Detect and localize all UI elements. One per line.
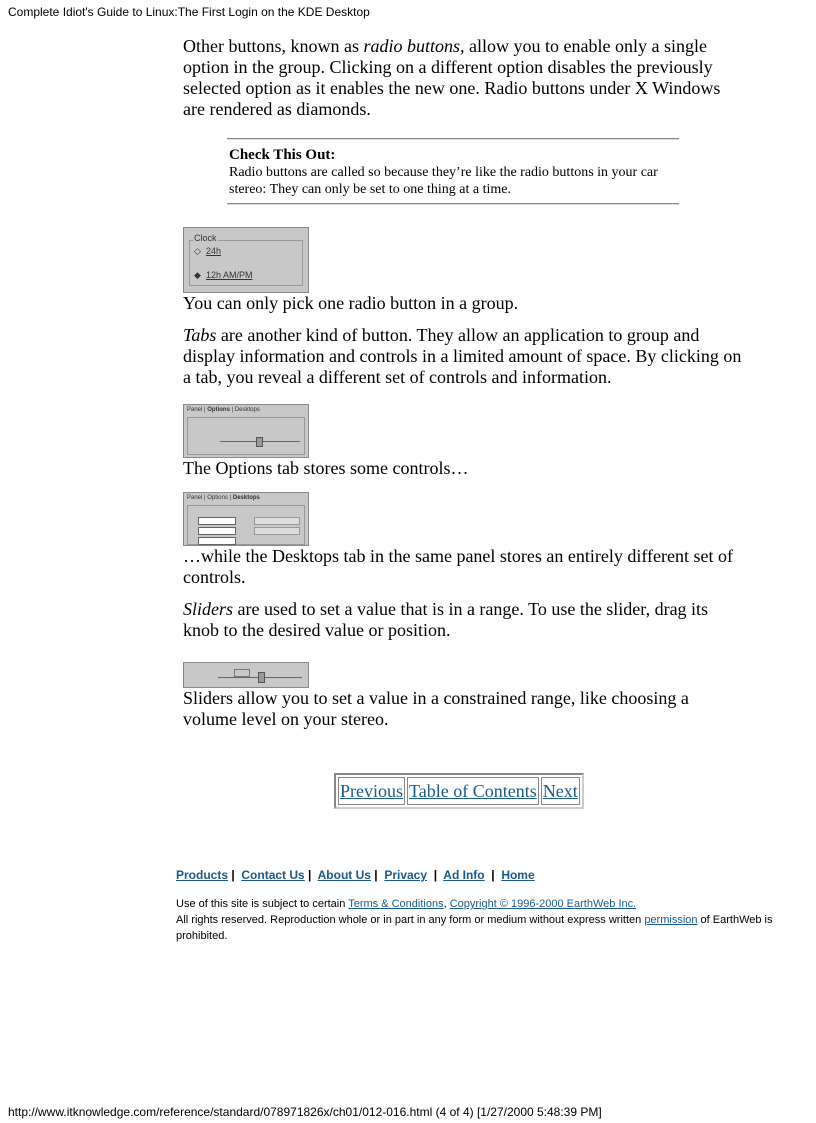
chapter-navigation bbox=[334, 773, 584, 809]
previous-link[interactable]: Previous bbox=[338, 777, 405, 805]
desktop-field-4 bbox=[254, 517, 300, 525]
footer-links: Products | Contact Us | About Us | Privacy | Ad Info | Home bbox=[176, 868, 535, 882]
tabs-term: Tabs bbox=[183, 325, 217, 345]
options-slider-knob bbox=[256, 437, 263, 447]
footer-link-ad-info[interactable]: Ad Info bbox=[443, 868, 485, 882]
desktop-field-5 bbox=[254, 527, 300, 535]
clock-group-label: Clock bbox=[194, 233, 217, 243]
page-footer-url: http://www.itknowledge.com/reference/standard/078971826x/ch01/012-016.html (4 of 4) [1/27/2000 5:48:39 PM] bbox=[8, 1105, 602, 1119]
desktops-tab-screenshot bbox=[183, 492, 309, 546]
legal-notice bbox=[176, 896, 786, 944]
page-header-title: Complete Idiot's Guide to Linux:The First Login on the KDE Desktop bbox=[8, 5, 370, 19]
note-title: Check This Out: bbox=[229, 147, 336, 163]
check-this-out-note bbox=[227, 138, 679, 205]
terms-link[interactable]: Terms & Conditions bbox=[348, 898, 444, 910]
footer-link-home[interactable]: Home bbox=[501, 868, 535, 882]
legal-line-1: Use of this site is subject to certain Terms & Conditions, Copyright © 1996-2000 EarthWeb Inc. bbox=[176, 898, 637, 910]
note-body: Radio buttons are called so because they’re like the radio buttons in your car stereo: They can only be set to one thing at a time. bbox=[229, 165, 658, 197]
slider-screenshot bbox=[183, 662, 309, 688]
note-bottom-rule bbox=[227, 203, 679, 205]
paragraph-sliders: Sliders are used to set a value that is in a range. To use the slider, drag its knob to the desired value or position. bbox=[183, 599, 709, 640]
article-content bbox=[183, 36, 743, 730]
table-of-contents-link[interactable]: Table of Contents bbox=[407, 777, 539, 805]
desktop-field-2 bbox=[198, 527, 236, 535]
footer-link-about-us[interactable]: About Us bbox=[317, 868, 371, 882]
paragraph-tabs: Tabs are another kind of button. They allow an application to group and display information and controls in a limited amount of space. By clicking on a tab, you reveal a different set of controls and information. bbox=[183, 325, 742, 387]
footer-link-products[interactable]: Products bbox=[176, 868, 229, 882]
radio-option-24h: 24h bbox=[206, 246, 222, 256]
caption-desktops: …while the Desktops tab in the same panel stores an entirely different set of controls. bbox=[183, 546, 734, 587]
caption-radio: You can only pick one radio button in a group. bbox=[183, 293, 519, 313]
slider-knob bbox=[258, 672, 265, 683]
radio-option-12h: 12h AM/PM bbox=[206, 270, 253, 280]
desktop-field-3 bbox=[198, 537, 236, 545]
footer-link-contact-us[interactable]: Contact Us bbox=[241, 868, 305, 882]
radio-button-screenshot bbox=[183, 227, 309, 293]
options-tab-screenshot bbox=[183, 404, 309, 458]
desktop-field-1 bbox=[198, 517, 236, 525]
paragraph-radio-buttons: Other buttons, known as radio buttons, allow you to enable only a single option in the group. Clicking on a different option disables the previously selected option as it enables the new one. Radio buttons under X Windows are rendered as diamonds. bbox=[183, 36, 721, 119]
footer-link-privacy[interactable]: Privacy bbox=[384, 868, 428, 882]
radio-diamond-selected-icon: ◆ bbox=[194, 270, 201, 280]
caption-sliders: Sliders allow you to set a value in a constrained range, like choosing a volume level on your stereo. bbox=[183, 688, 689, 729]
slider-value-box bbox=[234, 669, 250, 677]
caption-options: The Options tab stores some controls… bbox=[183, 458, 469, 478]
radio-buttons-term: radio buttons, bbox=[363, 36, 465, 56]
permission-link[interactable]: permission bbox=[644, 914, 698, 926]
desktops-tab-strip: Panel | Options | Desktops bbox=[187, 495, 260, 501]
options-tab-strip: Panel | Options | Desktops bbox=[187, 407, 260, 413]
radio-diamond-icon: ◇ bbox=[194, 246, 201, 256]
options-panel bbox=[187, 417, 305, 455]
next-link[interactable]: Next bbox=[541, 777, 580, 805]
copyright-link[interactable]: Copyright © 1996-2000 EarthWeb Inc. bbox=[449, 898, 637, 910]
legal-line-2: All rights reserved. Reproduction whole or in part in any form or medium without express written permission of EarthWeb is prohibited. bbox=[176, 914, 773, 942]
sliders-term: Sliders bbox=[183, 599, 234, 619]
